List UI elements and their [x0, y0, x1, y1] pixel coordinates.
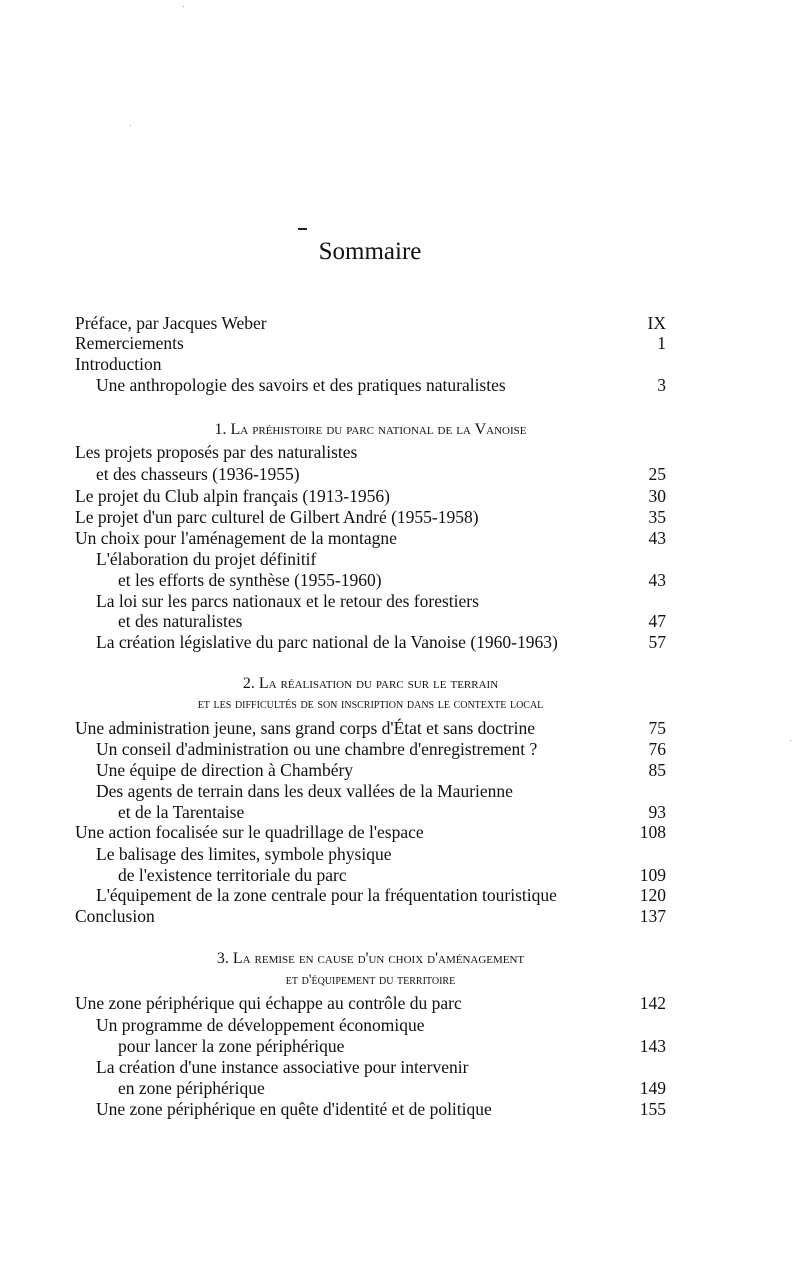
toc-entry-page: 43 — [648, 528, 666, 548]
toc-entry-page: 85 — [648, 760, 666, 780]
toc-entry — [0, 441, 800, 463]
toc-entry-title: Préface, par Jacques Weber — [75, 313, 267, 333]
toc-entry — [0, 717, 800, 739]
toc-entry-title: Une action focalisée sur le quadrillage de l'espace — [75, 822, 424, 842]
toc-entry-title: La création d'une instance associative pour intervenir — [96, 1057, 469, 1077]
toc-entry-page: 35 — [648, 507, 666, 527]
toc-entry — [0, 548, 800, 570]
toc-entry-title: La loi sur les parcs nationaux et le retour des forestiers — [96, 591, 479, 611]
toc-entry-title: et des chasseurs (1936-1955) — [96, 464, 300, 484]
section-heading-1: 1. La préhistoire du parc national de la Vanoise — [214, 421, 527, 438]
section-heading-3: 3. La remise en cause d'un choix d'aménagement — [216, 950, 525, 967]
toc-entry — [0, 506, 800, 528]
toc-entry — [0, 1077, 800, 1099]
toc-entry-page: 142 — [639, 993, 666, 1013]
toc-entry-title: Les projets proposés par des naturalistes — [75, 442, 358, 462]
toc-entry-page: 120 — [639, 885, 666, 905]
section-heading-2: 2. La réalisation du parc sur le terrain — [242, 675, 499, 692]
toc-entry-title: et les efforts de synthèse (1955-1960) — [118, 570, 382, 590]
toc-entry-page: 75 — [648, 718, 666, 738]
toc-entry-title: Une zone périphérique en quête d'identité et de politique — [96, 1099, 492, 1119]
toc-entry-page: 47 — [648, 611, 666, 631]
toc-entry-page: 93 — [648, 802, 666, 822]
toc-entry — [0, 463, 800, 485]
toc-entry-title: Remerciements — [75, 333, 184, 353]
toc-entry — [0, 759, 800, 781]
toc-entry-page: 3 — [657, 375, 666, 395]
toc-entry-title: et des naturalistes — [118, 611, 243, 631]
toc-entry-title: Le balisage des limites, symbole physique — [96, 844, 392, 864]
toc-entry-page: 155 — [639, 1099, 666, 1119]
toc-entry-title: et de la Tarentaise — [118, 802, 245, 822]
toc-entry-title: Un choix pour l'aménagement de la montagne — [75, 528, 397, 548]
toc-entry — [0, 905, 800, 927]
toc-entry — [0, 801, 800, 823]
toc-entry — [0, 780, 800, 802]
toc-entry-title: de l'existence territoriale du parc — [118, 865, 347, 885]
toc-entry-title: pour lancer la zone périphérique — [118, 1036, 345, 1056]
toc-entry-page: 108 — [639, 822, 666, 842]
toc-entry-page: 149 — [639, 1078, 666, 1098]
toc-entry-title: L'équipement de la zone centrale pour la fréquentation touristique — [96, 885, 557, 905]
toc-entry-page: 137 — [639, 906, 666, 926]
toc-entry — [0, 738, 800, 760]
toc-entry-title: Introduction — [75, 354, 162, 374]
toc-entry-title: en zone périphérique — [118, 1078, 265, 1098]
toc-entry — [0, 821, 800, 843]
toc-entry — [0, 590, 800, 612]
toc-entry — [0, 610, 800, 632]
toc-entry-page: 30 — [648, 486, 666, 506]
toc-entry — [0, 843, 800, 865]
toc-entry-title: Une anthropologie des savoirs et des pratiques naturalistes — [96, 375, 506, 395]
toc-entry-page: 143 — [639, 1036, 666, 1056]
toc-entry-title: L'élaboration du projet définitif — [96, 549, 317, 569]
toc-entry — [0, 884, 800, 906]
toc-entry-page: IX — [647, 313, 666, 333]
toc-entry-title: Des agents de terrain dans les deux vallées de la Maurienne — [96, 781, 513, 801]
toc-entry — [0, 485, 800, 507]
toc-entry — [0, 374, 800, 396]
toc-entry-title: Une équipe de direction à Chambéry — [96, 760, 354, 780]
toc-entry — [0, 1056, 800, 1078]
toc-entry — [0, 864, 800, 886]
toc-entry-title: Conclusion — [75, 906, 155, 926]
toc-entry — [0, 1035, 800, 1057]
toc-entry-page: 25 — [648, 464, 666, 484]
toc-entry-page: 57 — [648, 632, 666, 652]
toc-entry-title: Une zone périphérique qui échappe au contrôle du parc — [75, 993, 462, 1013]
toc-entry — [0, 1098, 800, 1120]
toc-entry — [0, 332, 800, 354]
toc-entry-page: 76 — [648, 739, 666, 759]
toc-entry — [0, 992, 800, 1014]
toc-entry — [0, 312, 800, 334]
toc-entry-title: Le projet du Club alpin français (1913-1956) — [75, 486, 390, 506]
toc-entry — [0, 1014, 800, 1036]
toc-entry-page: 1 — [657, 333, 666, 353]
toc-entry — [0, 631, 800, 653]
toc-entry-title: Un programme de développement économique — [96, 1015, 425, 1035]
section-heading-3-line-2: et d'équipement du territoire — [285, 972, 456, 988]
toc-entry-title: Un conseil d'administration ou une chambre d'enregistrement ? — [96, 739, 538, 759]
toc-entry-page: 109 — [639, 865, 666, 885]
page-title: Sommaire — [318, 238, 422, 265]
toc-entry-title: Le projet d'un parc culturel de Gilbert André (1955-1958) — [75, 507, 479, 527]
section-heading-2-line-2: et les difficultés de son inscription dans le contexte local — [197, 696, 544, 712]
toc-entry — [0, 353, 800, 375]
toc-entry — [0, 527, 800, 549]
toc-entry-page: 43 — [648, 570, 666, 590]
ink-mark — [298, 228, 307, 230]
toc-entry — [0, 569, 800, 591]
toc-entry-title: Une administration jeune, sans grand corps d'État et sans doctrine — [75, 718, 535, 738]
toc-entry-title: La création législative du parc national de la Vanoise (1960-1963) — [96, 632, 558, 652]
